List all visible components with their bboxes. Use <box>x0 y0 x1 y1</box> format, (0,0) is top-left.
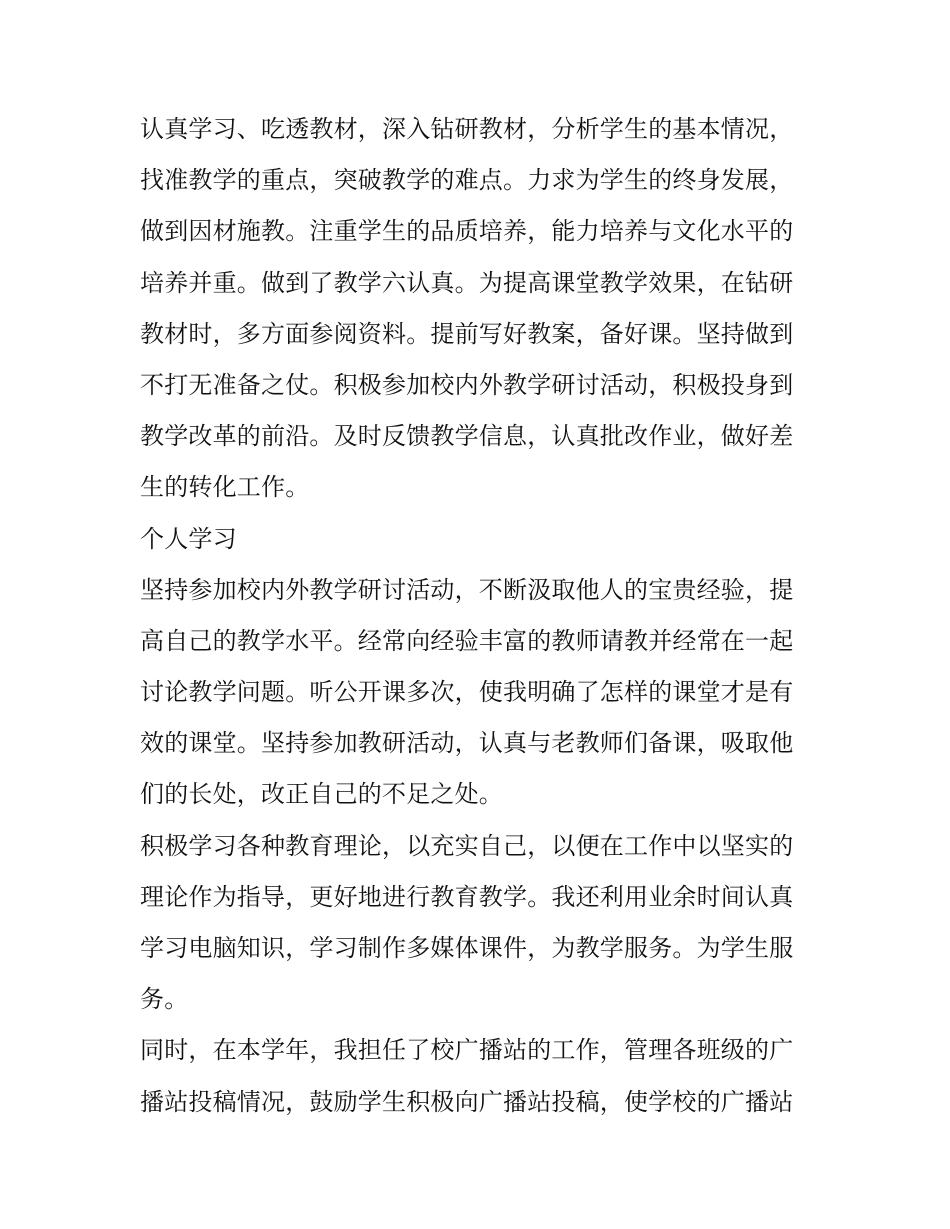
section-heading: 个人学习 <box>140 524 237 553</box>
text-line: 们的长处，改正自己的不足之处。 <box>140 780 503 809</box>
text-line: 认真学习、吃透教材，深入钻研教材，分析学生的基本情况， <box>140 115 794 143</box>
document-body <box>140 104 815 1128</box>
text-line: 效的课堂。坚持参加教研活动，认真与老教师们备课，吸取他 <box>140 729 794 758</box>
text-line: 找准教学的重点，突破教学的难点。力求为学生的终身发展， <box>140 166 794 195</box>
text-line: 同时，在本学年，我担任了校广播站的工作，管理各班级的广 <box>140 1036 794 1065</box>
text-line: 讨论教学问题。听公开课多次，使我明确了怎样的课堂才是有 <box>140 678 794 707</box>
text-line: 教材时，多方面参阅资料。提前写好教案，备好课。坚持做到 <box>140 319 794 348</box>
text-line: 生的转化工作。 <box>140 473 310 502</box>
text-line: 务。 <box>140 985 189 1014</box>
text-line: 积极学习各种教育理论，以充实自己，以便在工作中以坚实的 <box>140 831 794 860</box>
text-line: 播站投稿情况，鼓励学生积极向广播站投稿，使学校的广播站 <box>140 1087 794 1116</box>
text-line: 学习电脑知识，学习制作多媒体课件，为教学服务。为学生服 <box>140 934 794 962</box>
text-line: 教学改革的前沿。及时反馈教学信息，认真批改作业，做好差 <box>140 422 794 451</box>
text-line: 不打无准备之仗。积极参加校内外教学研讨活动，积极投身到 <box>140 370 794 399</box>
text-line: 做到因材施教。注重学生的品质培养，能力培养与文化水平的 <box>140 217 794 246</box>
text-line: 坚持参加校内外教学研讨活动，不断汲取他人的宝贵经验，提 <box>140 575 794 604</box>
text-line: 高自己的教学水平。经常向经验丰富的教师请教并经常在一起 <box>140 626 794 655</box>
text-line: 理论作为指导，更好地进行教育教学。我还利用业余时间认真 <box>140 882 794 911</box>
text-line: 培养并重。做到了教学六认真。为提高课堂教学效果，在钻研 <box>140 268 794 297</box>
